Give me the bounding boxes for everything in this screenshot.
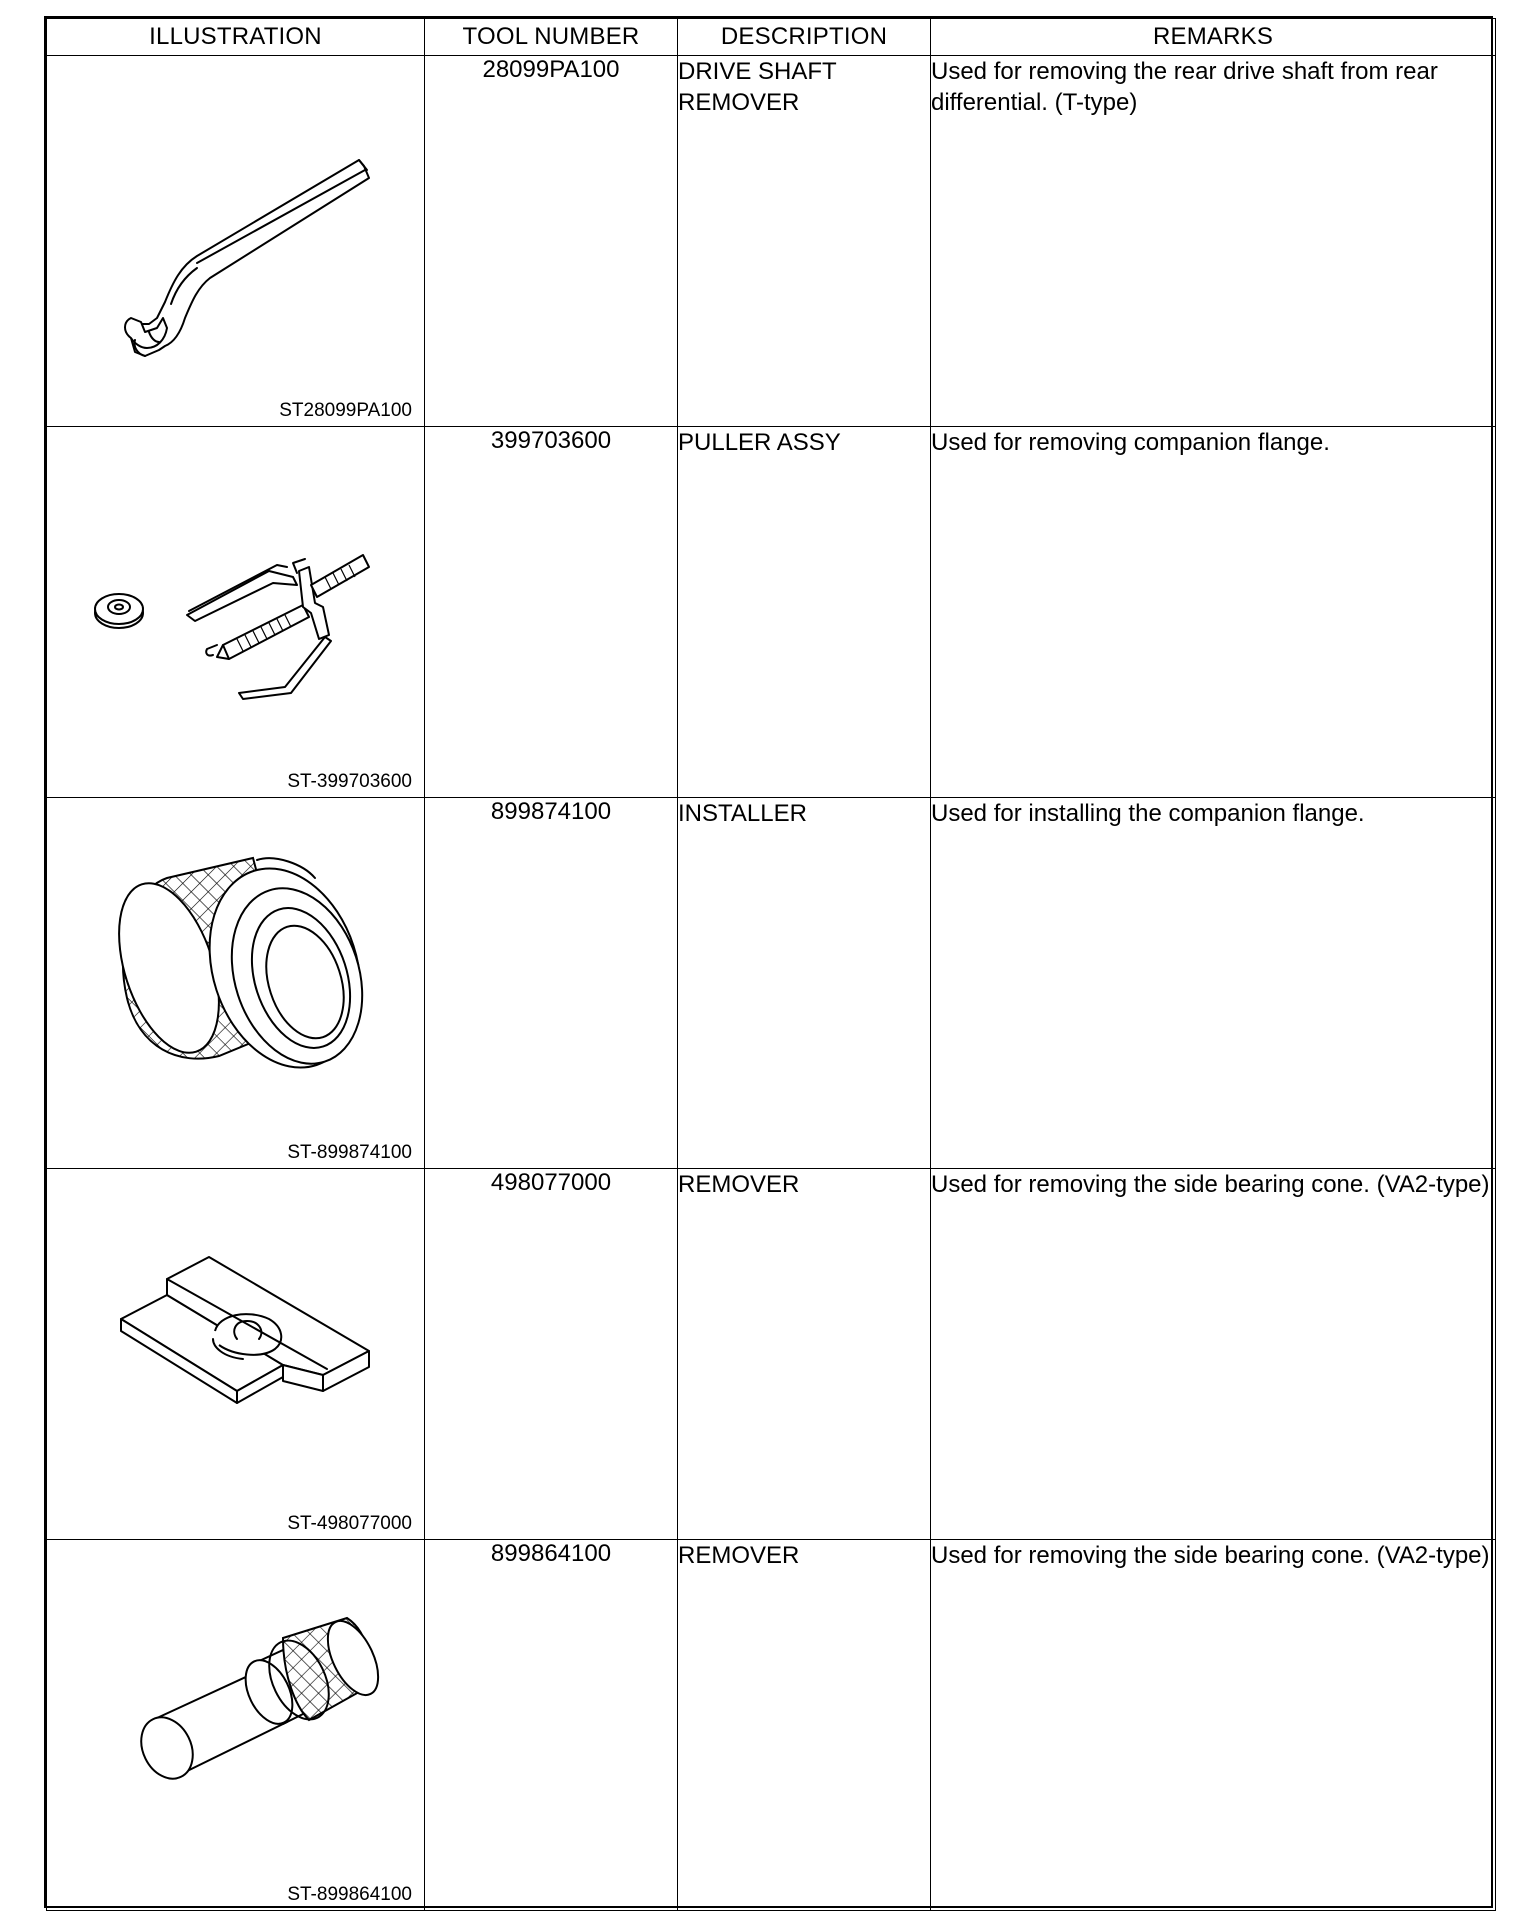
puller-assy-icon <box>47 427 423 767</box>
tool-remarks: Used for removing the side bearing cone. (VA2-type) <box>931 1540 1496 1911</box>
tool-description: REMOVER <box>678 1169 931 1540</box>
tool-number: 899874100 <box>425 798 678 1169</box>
table-header-row <box>47 19 1496 56</box>
illustration-code: ST-899864100 <box>287 1884 412 1905</box>
tool-remarks: Used for installing the companion flange. <box>931 798 1496 1169</box>
header-remarks: REMARKS <box>931 19 1496 56</box>
header-illustration: ILLUSTRATION <box>47 19 425 56</box>
drive-shaft-remover-icon <box>47 56 423 396</box>
tool-number: 899864100 <box>425 1540 678 1911</box>
header-description: DESCRIPTION <box>678 19 931 56</box>
table-row <box>47 798 1496 1169</box>
table-row <box>47 1169 1496 1540</box>
illustration-cell <box>47 56 425 427</box>
table-row <box>47 1540 1496 1911</box>
special-tools-sheet <box>44 16 1493 1908</box>
illustration-cell <box>47 1540 425 1911</box>
illustration-code: ST-899874100 <box>287 1142 412 1163</box>
tool-description: PULLER ASSY <box>678 427 931 798</box>
installer-icon <box>47 798 423 1138</box>
special-tools-table <box>46 18 1496 1911</box>
illustration-cell <box>47 798 425 1169</box>
tool-number: 399703600 <box>425 427 678 798</box>
tool-remarks: Used for removing the rear drive shaft from rear differential. (T-type) <box>931 56 1496 427</box>
tool-remarks: Used for removing the side bearing cone. (VA2-type) <box>931 1169 1496 1540</box>
illustration-code: ST28099PA100 <box>279 400 412 421</box>
header-tool-number: TOOL NUMBER <box>425 19 678 56</box>
tool-description: INSTALLER <box>678 798 931 1169</box>
illustration-cell <box>47 427 425 798</box>
tool-remarks: Used for removing companion flange. <box>931 427 1496 798</box>
tool-number: 28099PA100 <box>425 56 678 427</box>
illustration-cell <box>47 1169 425 1540</box>
tool-description: DRIVE SHAFT REMOVER <box>678 56 931 427</box>
table-row <box>47 427 1496 798</box>
table-row <box>47 56 1496 427</box>
tool-number: 498077000 <box>425 1169 678 1540</box>
remover-plate-icon <box>47 1169 423 1509</box>
remover-shaft-icon <box>47 1540 423 1880</box>
tool-description: REMOVER <box>678 1540 931 1911</box>
illustration-code: ST-498077000 <box>287 1513 412 1534</box>
illustration-code: ST-399703600 <box>287 771 412 792</box>
